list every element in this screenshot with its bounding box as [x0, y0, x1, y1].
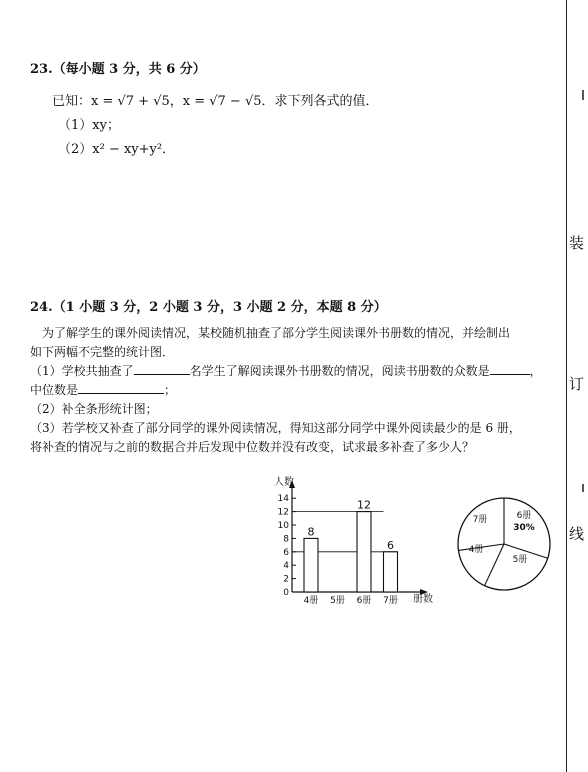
- pie-slice-label: 6册: [516, 511, 532, 521]
- q24-part1-text-b: 名学生了解阅读课外书册数的情况，阅读书册数的众数是: [189, 364, 490, 378]
- q24-part3-line1: （3）若学校又补查了部分同学的课外阅读情况，得知这部分同学中课外阅读最少的是 6 册，: [30, 421, 521, 435]
- bar-4册: [304, 538, 318, 592]
- y-tick-label: 8: [283, 534, 289, 545]
- edge-mark: [582, 484, 584, 492]
- y-tick-label: 6: [283, 547, 289, 558]
- bar-6册: [357, 512, 371, 592]
- bar-data-label: 6: [387, 538, 394, 552]
- pie-slice-label: 5册: [512, 555, 528, 565]
- pie-slice-percent: 30%: [513, 523, 535, 533]
- q23-part2: （2）x² − xy+y²．: [58, 142, 176, 157]
- y-tick-label: 12: [277, 507, 289, 518]
- q24-part1-text-d: 中位数是: [30, 383, 79, 397]
- bar-chart: [262, 474, 442, 610]
- y-tick-label: 4: [283, 561, 289, 572]
- q23-given: 已知：x = √7 + √5，x = √7 − √5．求下列各式的值．: [52, 94, 379, 109]
- q24-part1-text-c: ，: [529, 364, 542, 378]
- q24-part1-line2: [30, 381, 176, 398]
- x-tick-label: 5册: [330, 596, 345, 606]
- x-tick-label: 6册: [356, 596, 372, 606]
- x-tick-label: 7册: [383, 596, 398, 606]
- answer-blank-mode[interactable]: [490, 363, 530, 375]
- y-axis-title: 人数: [274, 477, 294, 488]
- q24-header: 24.（1 小题 3 分，2 小题 3 分，3 小题 2 分，本题 8 分）: [30, 300, 387, 315]
- q24-intro-line1: 为了解学生的课外阅读情况，某校随机抽查了部分学生阅读课外书册数的情况，并绘制出: [42, 326, 511, 340]
- answer-blank-median[interactable]: [78, 382, 164, 394]
- x-tick-label: 4册: [303, 596, 319, 606]
- binding-char-ding: 订: [569, 372, 584, 395]
- pie-slice-label: 7册: [472, 515, 488, 525]
- answer-blank-total[interactable]: [134, 363, 190, 375]
- y-tick-label: 14: [277, 494, 289, 505]
- q24-part1-line1: [30, 362, 542, 379]
- y-tick-label: 10: [277, 521, 289, 531]
- edge-mark: [582, 90, 584, 100]
- x-axis-title: 册数: [413, 594, 433, 605]
- bar-7册: [384, 552, 398, 592]
- q24-part1-text-a: （1）学校共抽查了: [30, 364, 134, 378]
- q24-part1-text-e: ；: [164, 383, 177, 397]
- binding-char-xian: 线: [569, 522, 584, 545]
- y-tick-label: 0: [283, 588, 289, 598]
- q24-part3-line2: 将补查的情况与之前的数据合并后发现中位数并没有改变，试求最多补查了多少人？: [30, 440, 475, 454]
- q23-header: 23.（每小题 3 分，共 6 分）: [30, 62, 206, 77]
- binding-char-zhuang: 装: [569, 231, 584, 254]
- y-tick-label: 2: [283, 574, 289, 585]
- q24-intro-line2: 如下两幅不完整的统计图．: [30, 345, 175, 359]
- pie-chart: [454, 494, 554, 594]
- q23-part1: （1）xy；: [58, 118, 120, 133]
- pie-slice-label: 4册: [468, 545, 484, 555]
- bar-data-label: 12: [357, 498, 371, 512]
- bar-data-label: 8: [307, 525, 315, 539]
- q24-part2: （2）补全条形统计图；: [30, 402, 158, 416]
- binding-line: [566, 0, 567, 772]
